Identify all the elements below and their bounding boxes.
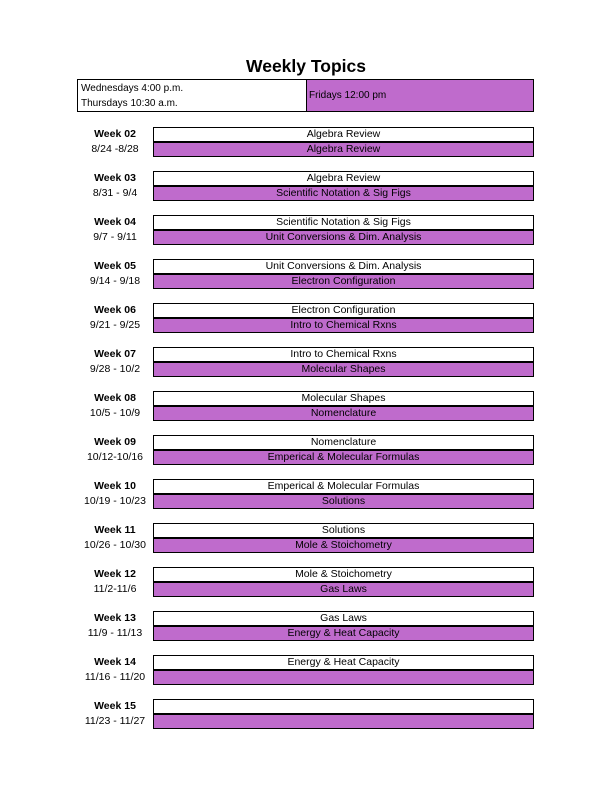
week-dates: 9/14 - 9/18 <box>89 275 141 287</box>
topic-first-session: Algebra Review <box>153 171 534 186</box>
topic-first-session: Molecular Shapes <box>153 391 534 406</box>
week-dates: 10/5 - 10/9 <box>89 407 141 419</box>
topic-second-session: Intro to Chemical Rxns <box>153 318 534 333</box>
week-number: Week 09 <box>94 436 136 448</box>
week-dates: 11/9 - 11/13 <box>87 627 143 639</box>
week-row <box>0 347 612 391</box>
week-number: Week 10 <box>94 480 136 492</box>
week-number: Week 13 <box>94 612 136 624</box>
topic-second-session: Scientific Notation & Sig Figs <box>153 186 534 201</box>
week-row <box>0 479 612 523</box>
week-dates: 11/2-11/6 <box>93 583 137 595</box>
topic-first-session: Algebra Review <box>153 127 534 142</box>
week-dates: 9/21 - 9/25 <box>89 319 141 331</box>
week-number: Week 03 <box>94 172 136 184</box>
week-dates: 10/12-10/16 <box>86 451 144 463</box>
topic-first-session: Scientific Notation & Sig Figs <box>153 215 534 230</box>
topic-second-session: Electron Configuration <box>153 274 534 289</box>
week-row <box>0 611 612 655</box>
week-row <box>0 435 612 479</box>
topic-first-session: Electron Configuration <box>153 303 534 318</box>
topic-second-session <box>153 670 534 685</box>
topic-second-session: Molecular Shapes <box>153 362 534 377</box>
topic-second-session: Emperical & Molecular Formulas <box>153 450 534 465</box>
legend-white-sessions <box>78 80 307 111</box>
topic-second-session: Gas Laws <box>153 582 534 597</box>
week-number: Week 14 <box>94 656 136 668</box>
topic-second-session: Energy & Heat Capacity <box>153 626 534 641</box>
week-row <box>0 215 612 259</box>
week-number: Week 02 <box>94 128 136 140</box>
week-row <box>0 171 612 215</box>
week-row <box>0 523 612 567</box>
week-number: Week 12 <box>94 568 136 580</box>
week-row <box>0 259 612 303</box>
topic-first-session: Emperical & Molecular Formulas <box>153 479 534 494</box>
week-dates: 8/31 - 9/4 <box>92 187 138 199</box>
topic-second-session: Algebra Review <box>153 142 534 157</box>
week-dates: 10/26 - 10/30 <box>84 539 146 551</box>
week-row <box>0 655 612 699</box>
legend-friday-time: Fridays 12:00 pm <box>309 90 387 101</box>
week-row <box>0 567 612 611</box>
week-dates: 10/19 - 10/23 <box>84 495 146 507</box>
week-row <box>0 127 612 171</box>
week-dates: 9/7 - 9/11 <box>93 231 137 243</box>
topic-first-session: Gas Laws <box>153 611 534 626</box>
topic-first-session <box>153 699 534 714</box>
week-number: Week 15 <box>94 700 136 712</box>
topic-first-session: Unit Conversions & Dim. Analysis <box>153 259 534 274</box>
weekly-topics-list <box>0 127 612 743</box>
legend-thursday-time: Thursdays 10:30 a.m. <box>81 98 178 109</box>
week-number: Week 08 <box>94 392 136 404</box>
topic-second-session: Nomenclature <box>153 406 534 421</box>
topic-second-session: Unit Conversions & Dim. Analysis <box>153 230 534 245</box>
week-row <box>0 699 612 743</box>
topic-first-session: Nomenclature <box>153 435 534 450</box>
week-number: Week 07 <box>94 348 136 360</box>
topic-second-session: Solutions <box>153 494 534 509</box>
week-number: Week 05 <box>94 260 136 272</box>
week-dates: 9/28 - 10/2 <box>89 363 141 375</box>
legend-wednesday-time: Wednesdays 4:00 p.m. <box>81 83 184 94</box>
topic-first-session: Energy & Heat Capacity <box>153 655 534 670</box>
topic-first-session: Mole & Stoichometry <box>153 567 534 582</box>
topic-first-session: Intro to Chemical Rxns <box>153 347 534 362</box>
week-number: Week 11 <box>94 524 136 536</box>
topic-second-session <box>153 714 534 729</box>
legend-purple-sessions <box>307 80 533 111</box>
schedule-legend <box>77 79 534 112</box>
week-row <box>0 303 612 347</box>
week-dates: 11/16 - 11/20 <box>84 671 146 683</box>
week-dates: 11/23 - 11/27 <box>84 715 146 727</box>
week-number: Week 04 <box>94 216 136 228</box>
topic-first-session: Solutions <box>153 523 534 538</box>
week-number: Week 06 <box>94 304 136 316</box>
week-row <box>0 391 612 435</box>
week-dates: 8/24 -8/28 <box>91 143 139 155</box>
page-title: Weekly Topics <box>246 56 366 76</box>
topic-second-session: Mole & Stoichometry <box>153 538 534 553</box>
